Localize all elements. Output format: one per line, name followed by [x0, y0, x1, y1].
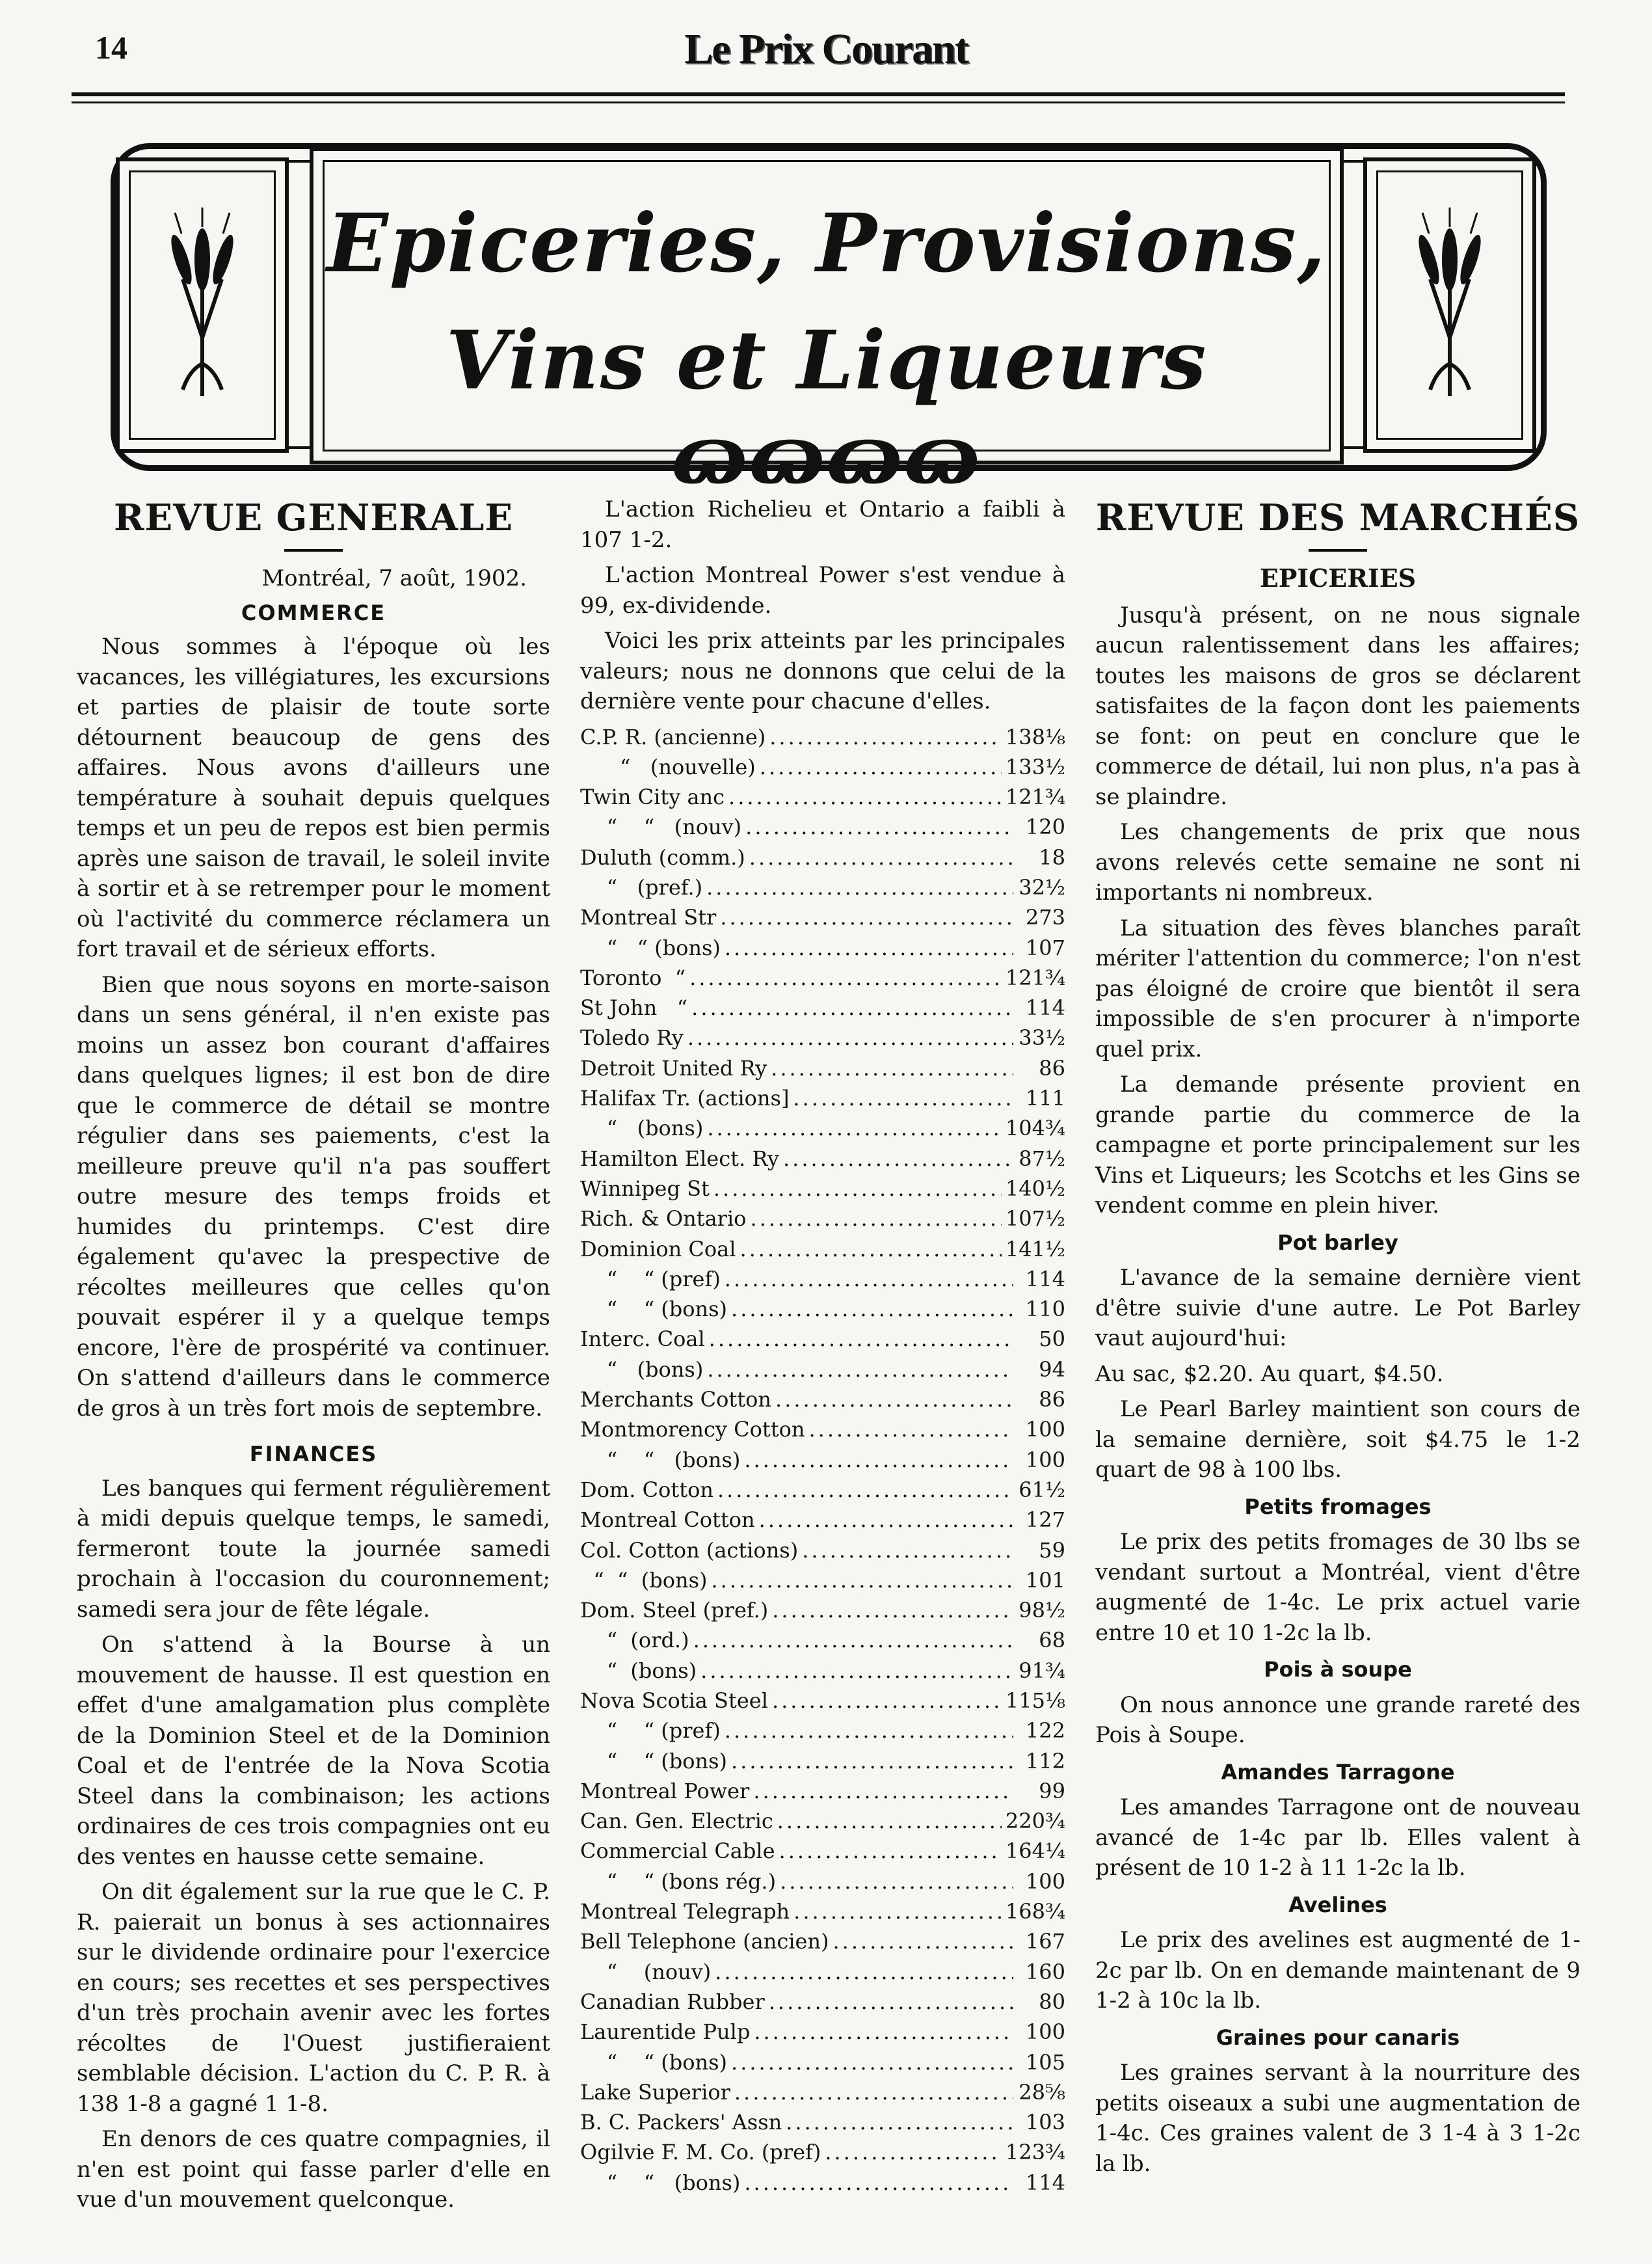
stock-row	[580, 812, 1065, 842]
stock-name: Dominion Coal	[580, 1236, 736, 1261]
leader-dots	[731, 1294, 1013, 1325]
stock-name: “ (nouv)	[580, 1959, 712, 1984]
stock-price: 122	[1025, 1718, 1065, 1744]
stock-name: “ “ (bons)	[580, 935, 721, 960]
leader-dots	[709, 1324, 1013, 1354]
stock-row	[580, 1294, 1065, 1324]
stock-name: Detroit United Ry	[580, 1055, 767, 1081]
leader-dots	[731, 2047, 1013, 2078]
leader-dots	[687, 1023, 1013, 1053]
stock-name: Laurentide Pulp	[580, 2019, 751, 2045]
stock-row	[580, 1384, 1065, 1414]
stock-row	[580, 1414, 1065, 1444]
pois-soupe-paragraph: On nous annonce une grande rareté des Pois à Soupe.	[1095, 1691, 1580, 1748]
stock-price: 107½	[1005, 1206, 1065, 1232]
masthead-logo: Le Prix Courant	[684, 25, 968, 73]
stock-price: 114	[1025, 995, 1065, 1021]
stock-price: 68	[1039, 1628, 1065, 1653]
stock-row	[580, 1836, 1065, 1866]
stock-row	[580, 1113, 1065, 1143]
stock-row	[580, 1445, 1065, 1475]
stock-price: 98½	[1019, 1598, 1065, 1623]
stock-price: 33½	[1019, 1025, 1065, 1051]
leader-dots	[772, 1595, 1013, 1626]
revue-generale-heading: REVUE GENERALE	[113, 496, 514, 539]
stock-price: 87½	[1019, 1146, 1065, 1171]
stock-price: 86	[1039, 1055, 1065, 1081]
stock-name: Winnipeg St	[580, 1176, 710, 1201]
commerce-heading: COMMERCE	[241, 600, 386, 625]
stock-row	[580, 1957, 1065, 1987]
leader-dots	[707, 1113, 1002, 1144]
stock-row	[580, 1987, 1065, 2017]
stock-price-list	[580, 722, 1065, 2198]
stock-price: 105	[1025, 2049, 1065, 2075]
leader-dots	[750, 1204, 1001, 1234]
revue-marches-heading: REVUE DES MARCHÉS	[1095, 496, 1580, 539]
stock-price: 103	[1025, 2110, 1065, 2135]
banner-title-line1: Epiceries, Provisions,	[326, 196, 1327, 291]
stock-name: Bell Telephone (ancien)	[580, 1929, 829, 1954]
leader-dots	[783, 1144, 1013, 1174]
stock-row	[580, 963, 1065, 993]
stock-row	[580, 1866, 1065, 1896]
stock-intro-paragraph: Voici les prix atteints par les principales valeurs; nous ne donnons que celui de la dernière vente pour chacune d'elles.	[580, 628, 1065, 714]
pearl-barley-paragraph: Le Pearl Barley maintient son cours de la semaine dernière, soit $4.75 le 1-2 quart de 98 à 100 lbs.	[1095, 1396, 1580, 1483]
stock-row	[580, 2017, 1065, 2047]
stock-row	[580, 1505, 1065, 1535]
stock-row	[580, 782, 1065, 812]
stock-row	[580, 1053, 1065, 1083]
stock-row	[580, 2047, 1065, 2077]
banner-title-line2: Vins et Liqueurs ɷɷɷɷ	[446, 314, 1208, 502]
stock-price: 61½	[1019, 1477, 1065, 1502]
stock-price: 120	[1025, 815, 1065, 840]
leader-dots	[771, 1053, 1013, 1084]
stock-row	[580, 1354, 1065, 1384]
banner-title-panel	[310, 147, 1344, 502]
pois-soupe-heading: Pois à soupe	[1264, 1657, 1412, 1682]
petits-fromages-heading: Petits fromages	[1244, 1494, 1432, 1519]
leader-dots	[717, 1475, 1013, 1505]
graines-heading: Graines pour canaris	[1216, 2025, 1460, 2050]
stock-price: 100	[1025, 2019, 1065, 2045]
stock-price: 107	[1025, 935, 1065, 960]
stock-price: 112	[1025, 1748, 1065, 1773]
leader-dots	[713, 1174, 1002, 1204]
stock-row	[580, 1264, 1065, 1294]
stock-name: “ “ (pref)	[580, 1718, 721, 1744]
column-revue-des-marches	[1095, 494, 1580, 2184]
stock-name: Montreal Cotton	[580, 1507, 755, 1533]
stock-row	[580, 2107, 1065, 2137]
stock-row	[580, 1083, 1065, 1113]
stock-row	[580, 842, 1065, 872]
leader-dots	[691, 993, 1013, 1023]
heading-dash	[1309, 549, 1367, 552]
petits-fromages-paragraph: Le prix des petits fromages de 30 lbs se vendant surtout a Montréal, vient d'être augmenté de 1-4c. Le prix actuel varie entre 10 et 10 1-2c la lb.	[1095, 1529, 1580, 1646]
stock-name: “ “ (bons)	[580, 2170, 741, 2195]
stock-price: 104¾	[1005, 1116, 1065, 1141]
leader-dots	[744, 2168, 1013, 2198]
leader-dots	[739, 1234, 1001, 1265]
header-rule-thin	[72, 101, 1565, 103]
stock-price: 138⅛	[1005, 724, 1065, 749]
stock-row	[580, 1144, 1065, 1174]
amandes-heading: Amandes Tarragone	[1221, 1759, 1455, 1785]
stock-name: C.P. R. (ancienne)	[580, 724, 766, 749]
leader-dots	[775, 1384, 1013, 1415]
graines-paragraph: Les graines servant à la nourriture des petits oiseaux a subi une augmentation de 1-4c. Ces graines valent de 3 1-4 à 3 1-2c la lb.	[1095, 2060, 1580, 2177]
stock-name: “ “ (bons)	[580, 1748, 728, 1773]
stock-price: 114	[1025, 1266, 1065, 1291]
stock-row	[580, 1535, 1065, 1565]
avelines-paragraph: Le prix des avelines est augmenté de 1-2c par lb. On en demande maintenant de 9 1-2 à 10c la lb.	[1095, 1927, 1580, 2014]
epiceries-paragraph: Les changements de prix que nous avons relevés cette semaine ne sont ni importants ni nombreux.	[1095, 819, 1580, 906]
stock-name: “ (bons)	[580, 1658, 697, 1683]
amandes-paragraph: Les amandes Tarragone ont de nouveau avancé de 1-4c par lb. Elles valent à présent de 10 1-2 à 11 1-2c la lb.	[1095, 1794, 1580, 1881]
avelines-heading: Avelines	[1288, 1892, 1387, 1917]
stock-price: 28⅝	[1019, 2079, 1065, 2105]
stock-price: 123¾	[1005, 2140, 1065, 2165]
stock-row	[580, 933, 1065, 963]
stock-price: 80	[1039, 1989, 1065, 2014]
stock-row	[580, 872, 1065, 902]
stock-name: Dom. Cotton	[580, 1477, 713, 1502]
stock-name: Interc. Coal	[580, 1327, 705, 1352]
leader-dots	[734, 2077, 1013, 2108]
leader-dots	[744, 1445, 1013, 1476]
stock-row	[580, 1896, 1065, 1926]
stock-name: St John “	[580, 995, 688, 1021]
leader-dots	[728, 782, 1002, 813]
leader-dots	[833, 1926, 1014, 1957]
stock-price: 101	[1025, 1567, 1065, 1593]
stock-name: “ (ord.)	[580, 1628, 689, 1653]
dateline: Montréal, 7 août, 1902.	[261, 565, 527, 591]
leader-dots	[786, 2107, 1013, 2138]
stock-row	[580, 1806, 1065, 1836]
stock-price: 86	[1039, 1387, 1065, 1412]
stock-name: B. C. Packers' Assn	[580, 2110, 782, 2135]
stock-price: 111	[1025, 1086, 1065, 1111]
stock-price: 167	[1025, 1929, 1065, 1954]
leader-dots	[712, 1565, 1014, 1596]
stock-name: “ (pref.)	[580, 874, 703, 900]
stock-price: 100	[1025, 1447, 1065, 1472]
stock-row	[580, 993, 1065, 1023]
stock-price: 100	[1025, 1417, 1065, 1442]
stock-price: 100	[1025, 1868, 1065, 1894]
leader-dots	[754, 2017, 1013, 2047]
stock-name: Nova Scotia Steel	[580, 1688, 768, 1713]
stock-name: “ “ (pref)	[580, 1266, 721, 1291]
stock-name: Can. Gen. Electric	[580, 1809, 773, 1834]
leader-dots	[707, 1354, 1013, 1385]
stock-name: “ (nouvelle)	[580, 754, 756, 779]
stock-name: Canadian Rubber	[580, 1989, 765, 2014]
stock-name: Duluth (comm.)	[580, 844, 745, 870]
stock-price: 133½	[1005, 754, 1065, 779]
leader-dots	[777, 1806, 1002, 1837]
stock-row	[580, 1595, 1065, 1625]
stock-row	[580, 1625, 1065, 1655]
stock-row	[580, 752, 1065, 782]
finances-paragraph: On s'attend à la Bourse à un mouvement de hausse. Il est question en effet d'une amalgamation plus complète de la Dominion Steel et de la Dominion Coal et de l'entrée de la Nova Scotia Steel dans la combinaison; les actions ordinaires de ces trois compagnies ont eu des ventes en hausse cette semaine.	[77, 1632, 550, 1870]
stock-price: 32½	[1019, 874, 1065, 900]
stock-row	[580, 722, 1065, 752]
epiceries-paragraph: La situation des fèves blanches paraît mériter l'attention du commerce; l'on n'est pas éloigné de croire que bientôt il sera impossible de s'en procurer à n'importe quel prix.	[1095, 915, 1580, 1062]
stock-row	[580, 1926, 1065, 1956]
leader-dots	[793, 1083, 1013, 1114]
leader-dots	[779, 1836, 1002, 1866]
stock-price: 168¾	[1005, 1899, 1065, 1924]
commerce-paragraph: Nous sommes à l'époque où les vacances, les villégiatures, les excursions et parties de plaisir de toute sorte détournent beaucoup de gens des affaires. Nous avons d'ailleurs une température à souhait depuis quelques temps et un peu de repos est bien permis après une saison de travail, le soleil invite à sortir et à se retremper pour le moment où l'activité du commerce réclamera un fort travail et de sérieux efforts.	[77, 634, 550, 962]
leader-dots	[725, 933, 1013, 964]
stock-name: Halifax Tr. (actions]	[580, 1086, 790, 1111]
heading-dash	[284, 549, 343, 552]
leader-dots	[731, 1746, 1013, 1777]
stock-name: Montreal Str	[580, 905, 717, 930]
left-wheat-panel	[116, 157, 289, 453]
stock-row	[580, 1746, 1065, 1776]
epiceries-paragraph: Jusqu'à présent, on ne nous signale aucun ralentissement dans les affaires; toutes les maisons de gros se déclarent satisfaites de la façon dont les paiements se font: on peut en conclure que le commerce de détail, lui non plus, n'a pas à se plaindre.	[1095, 602, 1580, 810]
right-wheat-panel	[1363, 157, 1536, 453]
stock-name: “ “ (bons)	[580, 1447, 741, 1472]
stock-price: 273	[1025, 905, 1065, 930]
pot-barley-heading: Pot barley	[1277, 1230, 1398, 1255]
pot-barley-paragraph: L'avance de la semaine dernière vient d'être suivie d'une autre. Le Pot Barley vaut aujourd'hui:	[1095, 1265, 1580, 1351]
stock-price: 220¾	[1005, 1809, 1065, 1834]
stock-row	[580, 2137, 1065, 2167]
header-rule	[72, 92, 1565, 96]
stock-price: 99	[1039, 1778, 1065, 1803]
leader-dots	[808, 1414, 1013, 1445]
stock-price: 141½	[1005, 1236, 1065, 1261]
stock-name: Commercial Cable	[580, 1839, 775, 1864]
stock-row	[580, 1776, 1065, 1806]
stock-name: Hamilton Elect. Ry	[580, 1146, 779, 1171]
leader-dots	[769, 722, 1002, 753]
stock-row	[580, 1475, 1065, 1505]
leader-dots	[759, 1505, 1013, 1535]
stock-price: 164¼	[1005, 1839, 1065, 1864]
stock-name: “ “ (nouv)	[580, 815, 742, 840]
stock-row	[580, 1656, 1065, 1686]
leader-dots	[706, 872, 1013, 903]
stock-name: Montreal Telegraph	[580, 1899, 790, 1924]
column-stock-prices	[580, 494, 1065, 2198]
stock-price: 114	[1025, 2170, 1065, 2195]
stock-price: 110	[1025, 1297, 1065, 1322]
stock-row	[580, 902, 1065, 932]
leader-dots	[725, 1264, 1013, 1295]
stock-price: 121¾	[1005, 965, 1065, 990]
stock-price: 127	[1025, 1507, 1065, 1533]
pot-barley-price: Au sac, $2.20. Au quart, $4.50.	[1095, 1360, 1444, 1387]
leader-dots	[689, 963, 1002, 993]
stock-row	[580, 1324, 1065, 1354]
column-revue-generale	[77, 494, 550, 2220]
stock-intro-paragraph: L'action Montreal Power s'est vendue à 99, ex-dividende.	[580, 562, 1065, 619]
stock-price: 160	[1025, 1959, 1065, 1984]
stock-price: 50	[1039, 1327, 1065, 1352]
stock-row	[580, 1716, 1065, 1745]
stock-name: “ (bons)	[580, 1116, 704, 1141]
stock-price: 140½	[1005, 1176, 1065, 1201]
stock-name: Toronto “	[580, 965, 686, 990]
finances-paragraph: Les banques qui ferment régulièrement à midi depuis quelque temps, le samedi, fermeront toute la journée samedi prochain à l'occasion du couronnement; samedi sera jour de fête légale.	[77, 1475, 550, 1623]
epiceries-paragraph: La demande présente provient en grande partie du commerce de la campagne et porte principalement sur les Vins et Liqueurs; les Scotchs et les Gins se vendent comme en plein hiver.	[1095, 1071, 1580, 1219]
stock-name: Col. Cotton (actions)	[580, 1537, 799, 1563]
stock-name: Twin City anc	[580, 785, 725, 810]
wheat-icon	[1411, 208, 1489, 403]
leader-dots	[793, 1896, 1002, 1927]
stock-intro-paragraph: L'action Richelieu et Ontario a faibli à 107 1-2.	[580, 496, 1065, 553]
stock-name: Ogilvie F. M. Co. (pref)	[580, 2140, 821, 2165]
finances-paragraph: En denors de ces quatre compagnies, il n'en est point qui fasse parler d'elle en vue d'un mouvement quelconque.	[77, 2126, 550, 2213]
leader-dots	[753, 1776, 1013, 1807]
stock-row	[580, 1204, 1065, 1233]
stock-price: 121¾	[1005, 785, 1065, 810]
commerce-paragraph: Bien que nous soyons en morte-saison dans un sens général, il n'en existe pas moins un assez bon courant d'affaires dans quelques lignes; il est bon de dire que le commerce de détail se montre régulier dans ses paiements, c'est la meilleure preuve qu'il n'a pas souffert outre mesure des temps froids et humides du printemps. C'est dire également qu'avec la prespective de récoltes meilleures que celles qu'on pouvait espérer il y a quelque temps encore, l'ère de prospérité va continuer. On s'attend d'ailleurs dans le commerce de gros à un très fort mois de septembre.	[77, 971, 550, 1422]
stock-name: Montmorency Cotton	[580, 1417, 805, 1442]
stock-price: 91¾	[1019, 1658, 1065, 1683]
stock-name: Toledo Ry	[580, 1025, 684, 1051]
leader-dots	[769, 1987, 1013, 2017]
epiceries-heading: EPICERIES	[1259, 563, 1417, 593]
stock-name: “ (bons)	[580, 1356, 704, 1382]
stock-name: “ “ (bons rég.)	[580, 1868, 777, 1894]
leader-dots	[749, 842, 1013, 873]
stock-name: Merchants Cotton	[580, 1387, 772, 1412]
section-banner	[77, 124, 1570, 502]
stock-price: 115⅛	[1005, 1688, 1065, 1713]
leader-dots	[745, 812, 1013, 842]
stock-row	[580, 1686, 1065, 1716]
stock-name: Lake Superior	[580, 2079, 730, 2105]
page-number: 14	[95, 29, 127, 66]
stock-row	[580, 1565, 1065, 1595]
leader-dots	[725, 1716, 1013, 1746]
leader-dots	[825, 2137, 1002, 2168]
stock-row	[580, 2077, 1065, 2107]
stock-name: Rich. & Ontario	[580, 1206, 747, 1232]
leader-dots	[715, 1957, 1013, 1988]
stock-name: “ “ (bons)	[580, 2049, 728, 2075]
stock-name: “ “ (bons)	[580, 1297, 728, 1322]
stock-row	[580, 1234, 1065, 1264]
finances-paragraph: On dit également sur la rue que le C. P. R. paierait un bonus à ses actionnaires sur le dividende ordinaire pour l'exercice en cours; ses recettes et ses perspectives d'un très prochain avenir avec les fortes récoltes de l'Ouest justifieraient semblable décision. L'action du C. P. R. à 138 1-8 a gagné 1 1-8.	[77, 1879, 550, 2117]
leader-dots	[720, 902, 1013, 933]
leader-dots	[772, 1686, 1002, 1716]
leader-dots	[760, 752, 1002, 783]
finances-heading: FINANCES	[249, 1442, 378, 1466]
stock-name: “ “ (bons)	[580, 1567, 708, 1593]
stock-price: 18	[1039, 844, 1065, 870]
stock-row	[580, 1174, 1065, 1204]
stock-name: Montreal Power	[580, 1778, 750, 1803]
leader-dots	[802, 1535, 1013, 1566]
leader-dots	[693, 1625, 1013, 1656]
leader-dots	[700, 1656, 1013, 1686]
stock-row	[580, 2168, 1065, 2198]
stock-price: 59	[1039, 1537, 1065, 1563]
leader-dots	[780, 1866, 1013, 1897]
stock-price: 94	[1039, 1356, 1065, 1382]
stock-row	[580, 1023, 1065, 1053]
wheat-icon	[163, 208, 241, 403]
stock-name: Dom. Steel (pref.)	[580, 1598, 769, 1623]
